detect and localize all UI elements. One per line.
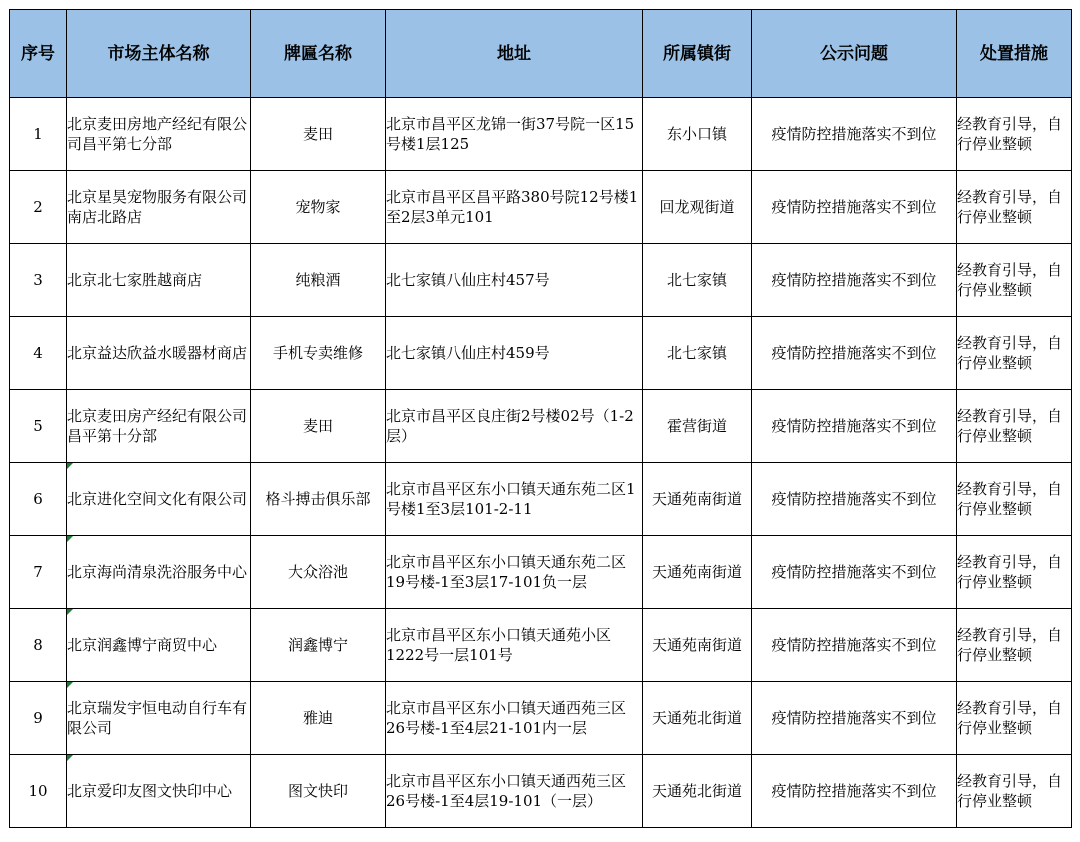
cell-measure: 经教育引导，自行停业整顿: [957, 682, 1072, 755]
cell-measure: 经教育引导，自行停业整顿: [957, 755, 1072, 828]
cell-town: 天通苑南街道: [643, 463, 752, 536]
header-sign: 牌匾名称: [251, 10, 386, 98]
cell-entity-text: 北京益达欣益水暖器材商店: [67, 344, 248, 362]
cell-index: 6: [10, 463, 67, 536]
cell-issue: 疫情防控措施落实不到位: [752, 536, 957, 609]
cell-index: 10: [10, 755, 67, 828]
cell-index: 3: [10, 244, 67, 317]
cell-town: 天通苑北街道: [643, 682, 752, 755]
cell-sign: 大众浴池: [251, 536, 386, 609]
cell-index: 2: [10, 171, 67, 244]
cell-issue: 疫情防控措施落实不到位: [752, 171, 957, 244]
table-body: [10, 98, 1072, 828]
cell-measure: 经教育引导，自行停业整顿: [957, 463, 1072, 536]
header-town: 所属镇街: [643, 10, 752, 98]
cell-address: 北京市昌平区昌平路380号院12号楼1至2层3单元101: [386, 171, 643, 244]
cell-address: 北京市昌平区龙锦一街37号院一区15号楼1层125: [386, 98, 643, 171]
cell-town: 北七家镇: [643, 244, 752, 317]
cell-entity-text: 北京海尚清泉洗浴服务中心: [67, 563, 248, 581]
cell-entity: [67, 755, 251, 828]
cell-town: 回龙观街道: [643, 171, 752, 244]
header-issue: 公示问题: [752, 10, 957, 98]
cell-issue: 疫情防控措施落实不到位: [752, 609, 957, 682]
cell-entity: [67, 98, 251, 171]
cell-sign: 雅迪: [251, 682, 386, 755]
cell-town: 天通苑南街道: [643, 536, 752, 609]
cell-sign: 格斗搏击俱乐部: [251, 463, 386, 536]
cell-marker-icon: [67, 755, 73, 761]
table-row: [10, 682, 1072, 755]
header-entity: 市场主体名称: [67, 10, 251, 98]
cell-sign: 麦田: [251, 98, 386, 171]
cell-entity-text: 北京进化空间文化有限公司: [67, 490, 248, 508]
cell-entity-text: 北京北七家胜越商店: [67, 271, 203, 289]
cell-town: 天通苑北街道: [643, 755, 752, 828]
cell-address: 北京市昌平区东小口镇天通西苑三区26号楼-1至4层21-101内一层: [386, 682, 643, 755]
cell-entity: [67, 609, 251, 682]
cell-address: 北京市昌平区东小口镇天通东苑二区1号楼1至3层101-2-11: [386, 463, 643, 536]
cell-sign: 手机专卖维修: [251, 317, 386, 390]
table-row: [10, 317, 1072, 390]
table-row: [10, 171, 1072, 244]
cell-marker-icon: [67, 463, 73, 469]
table-row: [10, 755, 1072, 828]
cell-entity: [67, 682, 251, 755]
header-address: 地址: [386, 10, 643, 98]
cell-measure: 经教育引导，自行停业整顿: [957, 244, 1072, 317]
cell-entity-text: 北京麦田房产经纪有限公司昌平第十分部: [67, 407, 248, 445]
cell-address: 北京市昌平区东小口镇天通东苑二区19号楼-1至3层17-101负一层: [386, 536, 643, 609]
table-header: [10, 10, 1072, 98]
cell-issue: 疫情防控措施落实不到位: [752, 244, 957, 317]
cell-measure: 经教育引导，自行停业整顿: [957, 536, 1072, 609]
header-index: 序号: [10, 10, 67, 98]
cell-entity-text: 北京麦田房地产经纪有限公司昌平第七分部: [67, 115, 248, 153]
cell-index: 4: [10, 317, 67, 390]
cell-town: 东小口镇: [643, 98, 752, 171]
cell-measure: 经教育引导，自行停业整顿: [957, 98, 1072, 171]
cell-entity: [67, 390, 251, 463]
cell-sign: 润鑫博宁: [251, 609, 386, 682]
cell-entity-text: 北京星昊宠物服务有限公司南店北路店: [67, 188, 248, 226]
cell-sign: 宠物家: [251, 171, 386, 244]
cell-address: 北七家镇八仙庄村459号: [386, 317, 643, 390]
cell-entity: [67, 536, 251, 609]
cell-issue: 疫情防控措施落实不到位: [752, 463, 957, 536]
cell-marker-icon: [67, 682, 73, 688]
cell-address: 北七家镇八仙庄村457号: [386, 244, 643, 317]
cell-entity: [67, 317, 251, 390]
table-row: [10, 390, 1072, 463]
cell-entity-text: 北京润鑫博宁商贸中心: [67, 636, 218, 654]
cell-sign: 图文快印: [251, 755, 386, 828]
cell-address: 北京市昌平区东小口镇天通苑小区1222号一层101号: [386, 609, 643, 682]
cell-measure: 经教育引导，自行停业整顿: [957, 390, 1072, 463]
cell-index: 1: [10, 98, 67, 171]
cell-index: 7: [10, 536, 67, 609]
cell-index: 5: [10, 390, 67, 463]
cell-town: 霍营街道: [643, 390, 752, 463]
table-row: [10, 536, 1072, 609]
cell-address: 北京市昌平区东小口镇天通西苑三区26号楼-1至4层19-101（一层）: [386, 755, 643, 828]
cell-issue: 疫情防控措施落实不到位: [752, 317, 957, 390]
cell-sign: 麦田: [251, 390, 386, 463]
cell-issue: 疫情防控措施落实不到位: [752, 755, 957, 828]
table-row: [10, 463, 1072, 536]
cell-measure: 经教育引导，自行停业整顿: [957, 609, 1072, 682]
table-row: [10, 244, 1072, 317]
cell-index: 9: [10, 682, 67, 755]
cell-sign: 纯粮酒: [251, 244, 386, 317]
cell-entity: [67, 463, 251, 536]
cell-marker-icon: [67, 609, 73, 615]
cell-issue: 疫情防控措施落实不到位: [752, 98, 957, 171]
header-measure: 处置措施: [957, 10, 1072, 98]
cell-address: 北京市昌平区良庄街2号楼02号（1-2层）: [386, 390, 643, 463]
cell-entity: [67, 171, 251, 244]
cell-town: 北七家镇: [643, 317, 752, 390]
cell-entity-text: 北京爱印友图文快印中心: [67, 782, 233, 800]
header-row: [10, 10, 1072, 98]
cell-issue: 疫情防控措施落实不到位: [752, 682, 957, 755]
cell-town: 天通苑南街道: [643, 609, 752, 682]
cell-measure: 经教育引导，自行停业整顿: [957, 171, 1072, 244]
cell-entity-text: 北京瑞发宇恒电动自行车有限公司: [67, 699, 248, 737]
cell-entity: [67, 244, 251, 317]
cell-index: 8: [10, 609, 67, 682]
cell-issue: 疫情防控措施落实不到位: [752, 390, 957, 463]
notice-table: [9, 9, 1072, 828]
table-row: [10, 98, 1072, 171]
table-row: [10, 609, 1072, 682]
cell-measure: 经教育引导，自行停业整顿: [957, 317, 1072, 390]
cell-marker-icon: [67, 536, 73, 542]
